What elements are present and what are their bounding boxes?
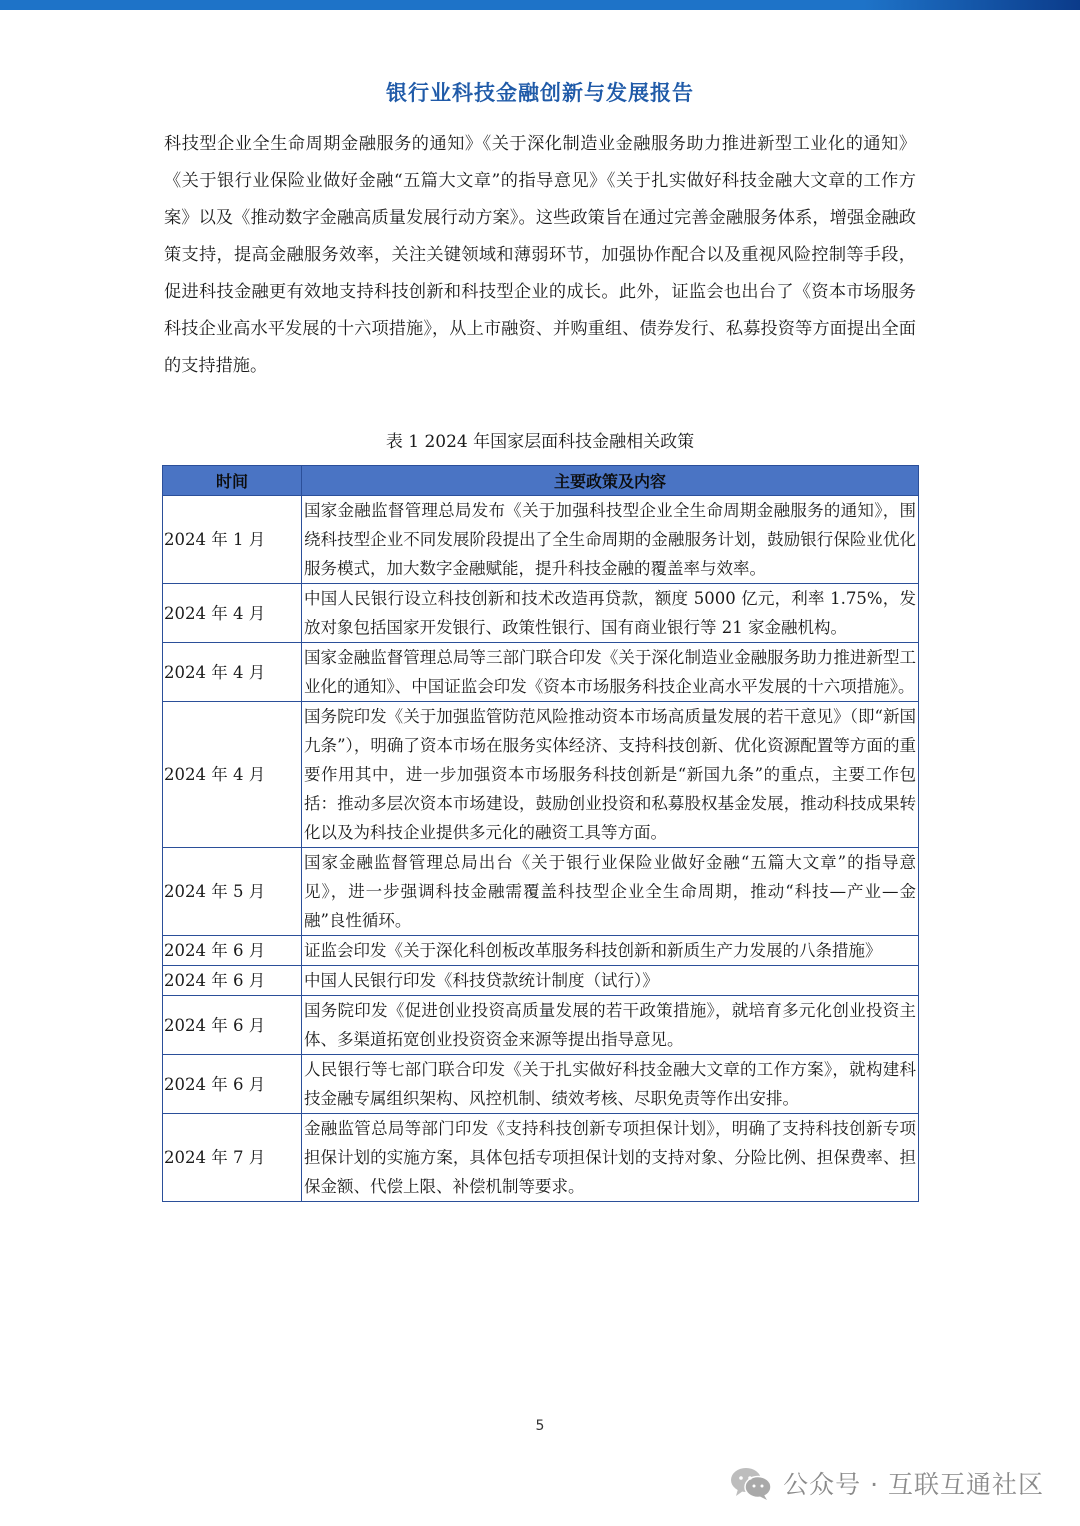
row-date: 2024 年 7 月 bbox=[163, 1114, 302, 1202]
table-row bbox=[163, 848, 919, 936]
row-content: 国家金融监督管理总局发布《关于加强科技型企业全生命周期金融服务的通知》，围绕科技型企业不同发展阶段提出了全生命周期的金融服务计划，鼓励银行保险业优化服务模式，加大数字金融赋能，提升科技金融的覆盖率与效率。 bbox=[302, 496, 919, 584]
column-header-time: 时间 bbox=[163, 466, 302, 496]
row-content: 国务院印发《关于加强监管防范风险推动资本市场高质量发展的若干意见》（即“新国九条”），明确了资本市场在服务实体经济、支持科技创新、优化资源配置等方面的重要作用其中，进一步加强资本市场服务科技创新是“新国九条”的重点，主要工作包括：推动多层次资本市场建设，鼓励创业投资和私募股权基金发展，推动科技成果转化以及为科技企业提供多元化的融资工具等方面。 bbox=[302, 702, 919, 848]
wechat-icon bbox=[729, 1465, 773, 1501]
table-row bbox=[163, 1055, 919, 1114]
row-content: 中国人民银行设立科技创新和技术改造再贷款，额度 5000 亿元，利率 1.75%，发放对象包括国家开发银行、政策性银行、国有商业银行等 21 家金融机构。 bbox=[302, 584, 919, 643]
table-row bbox=[163, 702, 919, 848]
watermark bbox=[729, 1463, 1044, 1503]
page-number: 5 bbox=[535, 1418, 545, 1434]
row-date: 2024 年 1 月 bbox=[163, 496, 302, 584]
table-row bbox=[163, 584, 919, 643]
row-content: 国务院印发《促进创业投资高质量发展的若干政策措施》，就培育多元化创业投资主体、多渠道拓宽创业投资资金来源等提出指导意见。 bbox=[302, 996, 919, 1055]
watermark-text: 公众号 · 互联互通社区 bbox=[783, 1470, 1044, 1499]
table-row bbox=[163, 936, 919, 966]
row-date: 2024 年 4 月 bbox=[163, 643, 302, 702]
row-date: 2024 年 5 月 bbox=[163, 848, 302, 936]
row-content: 国家金融监督管理总局等三部门联合印发《关于深化制造业金融服务助力推进新型工业化的通知》、中国证监会印发《资本市场服务科技企业高水平发展的十六项措施》。 bbox=[302, 643, 919, 702]
row-content: 金融监管总局等部门印发《支持科技创新专项担保计划》，明确了支持科技创新专项担保计划的实施方案，具体包括专项担保计划的支持对象、分险比例、担保费率、担保金额、代偿上限、补偿机制等要求。 bbox=[302, 1114, 919, 1202]
row-date: 2024 年 6 月 bbox=[163, 966, 302, 996]
row-date: 2024 年 4 月 bbox=[163, 702, 302, 848]
top-accent-bar bbox=[0, 0, 1080, 10]
row-date: 2024 年 6 月 bbox=[163, 936, 302, 966]
table-row bbox=[163, 966, 919, 996]
table-row bbox=[163, 996, 919, 1055]
report-title: 银行业科技金融创新与发展报告 bbox=[386, 81, 694, 105]
table-row bbox=[163, 496, 919, 584]
table-caption: 表 1 2024 年国家层面科技金融相关政策 bbox=[385, 432, 695, 452]
table-row bbox=[163, 643, 919, 702]
row-date: 2024 年 6 月 bbox=[163, 1055, 302, 1114]
row-content: 证监会印发《关于深化科创板改革服务科技创新和新质生产力发展的八条措施》 bbox=[302, 936, 919, 966]
row-date: 2024 年 6 月 bbox=[163, 996, 302, 1055]
row-date: 2024 年 4 月 bbox=[163, 584, 302, 643]
body-paragraph: 科技型企业全生命周期金融服务的通知》《关于深化制造业金融服务助力推进新型工业化的通知》《关于银行业保险业做好金融“五篇大文章”的指导意见》《关于扎实做好科技金融大文章的工作方案》以及《推动数字金融高质量发展行动方案》。这些政策旨在通过完善金融服务体系，增强金融政策支持，提高金融服务效率，关注关键领域和薄弱环节，加强协作配合以及重视风险控制等手段，促进科技金融更有效地支持科技创新和科技型企业的成长。此外，证监会也出台了《资本市场服务科技企业高水平发展的十六项措施》，从上市融资、并购重组、债券发行、私募投资等方面提出全面的支持措施。 bbox=[164, 134, 916, 376]
table-header-row bbox=[163, 466, 919, 496]
policy-table bbox=[162, 465, 919, 1202]
row-content: 人民银行等七部门联合印发《关于扎实做好科技金融大文章的工作方案》，就构建科技金融专属组织架构、风控机制、绩效考核、尽职免责等作出安排。 bbox=[302, 1055, 919, 1114]
table-row bbox=[163, 1114, 919, 1202]
row-content: 中国人民银行印发《科技贷款统计制度（试行）》 bbox=[302, 966, 919, 996]
column-header-policy: 主要政策及内容 bbox=[302, 466, 919, 496]
row-content: 国家金融监督管理总局出台《关于银行业保险业做好金融“五篇大文章”的指导意见》，进一步强调科技金融需覆盖科技型企业全生命周期，推动“科技—产业—金融”良性循环。 bbox=[302, 848, 919, 936]
